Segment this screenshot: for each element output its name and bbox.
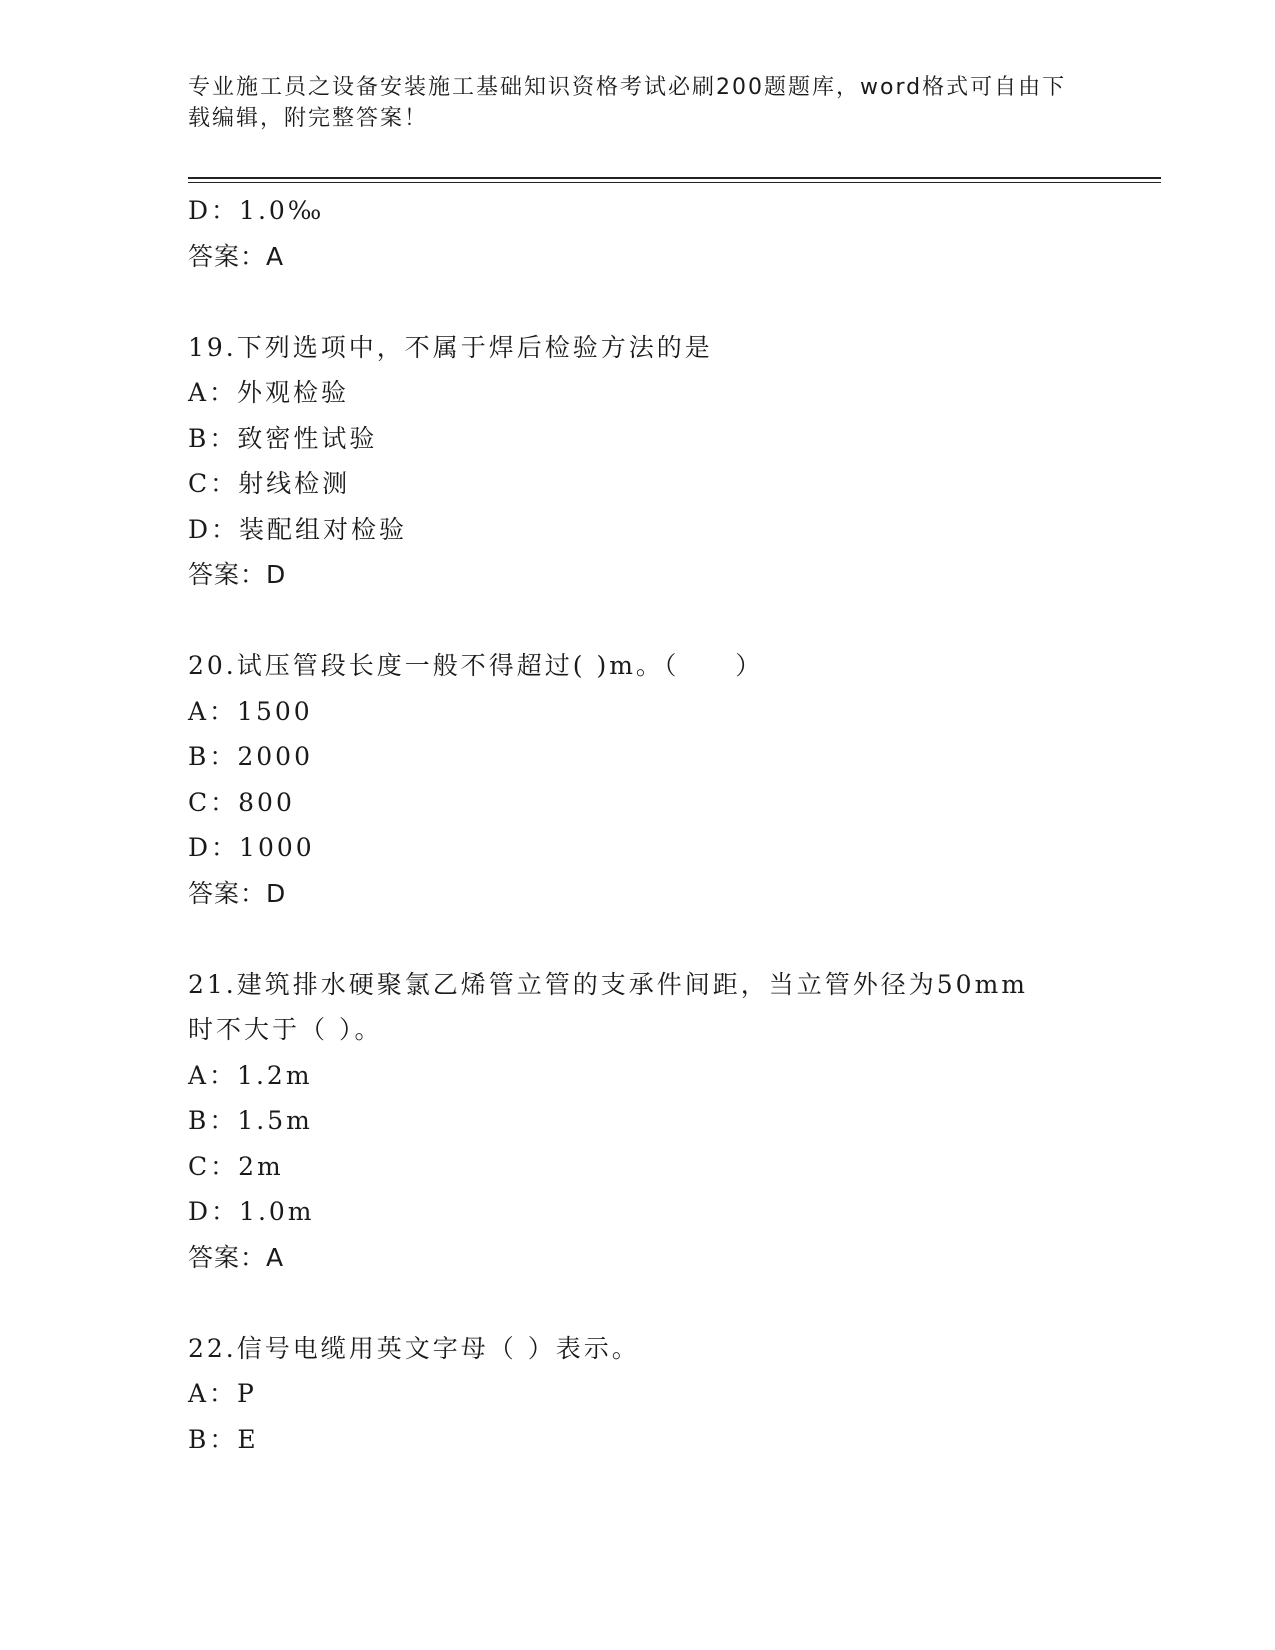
question-text: 21.建筑排水硬聚氯乙烯管立管的支承件间距，当立管外径为50mm时不大于（ ）。 [188, 969, 1028, 1044]
option-a: A：P [188, 1379, 257, 1408]
option-a: A：1500 [188, 696, 313, 726]
option-b: B：1.5m [188, 1106, 313, 1135]
answer-line: 答案：A [188, 241, 285, 271]
option-a: A：1.2m [188, 1060, 313, 1090]
answer-line: 答案：D [188, 560, 287, 589]
option-d: D：1.0‰ [188, 196, 325, 225]
option-a: A：外观检验 [188, 378, 350, 407]
document-header: 专业施工员之设备安装施工基础知识资格考试必刷200题题库，word格式可自由下载编辑，附完整答案！ [188, 75, 1067, 131]
spacer [188, 1280, 1088, 1326]
option-c: C：2m [188, 1151, 284, 1181]
option-c: C：射线检测 [188, 469, 351, 498]
header-rule-thin [188, 182, 1161, 183]
question-22 [188, 1326, 1088, 1463]
question-text: 19.下列选项中，不属于焊后检验方法的是 [188, 332, 713, 362]
question-text: 22.信号电缆用英文字母（ ）表示。 [188, 1333, 640, 1363]
option-b: B：致密性试验 [188, 423, 378, 453]
option-d: D：装配组对检验 [188, 514, 408, 544]
question-text: 20.试压管段长度一般不得超过( )m。（ ） [188, 651, 764, 680]
question-21 [188, 962, 1088, 1281]
answer-line: 答案：A [188, 1242, 285, 1272]
spacer [188, 598, 1088, 644]
spacer [188, 279, 1088, 325]
header-rule-thick [188, 177, 1161, 179]
option-c: C：800 [188, 787, 295, 817]
question-20 [188, 643, 1088, 916]
option-d: D：1000 [188, 833, 315, 862]
option-b: B：E [188, 1424, 259, 1454]
spacer [188, 916, 1088, 962]
option-d: D：1.0m [188, 1197, 315, 1226]
question-19 [188, 325, 1088, 598]
answer-line: 答案：D [188, 878, 287, 908]
document-body [188, 188, 1088, 1462]
option-b: B：2000 [188, 742, 313, 771]
